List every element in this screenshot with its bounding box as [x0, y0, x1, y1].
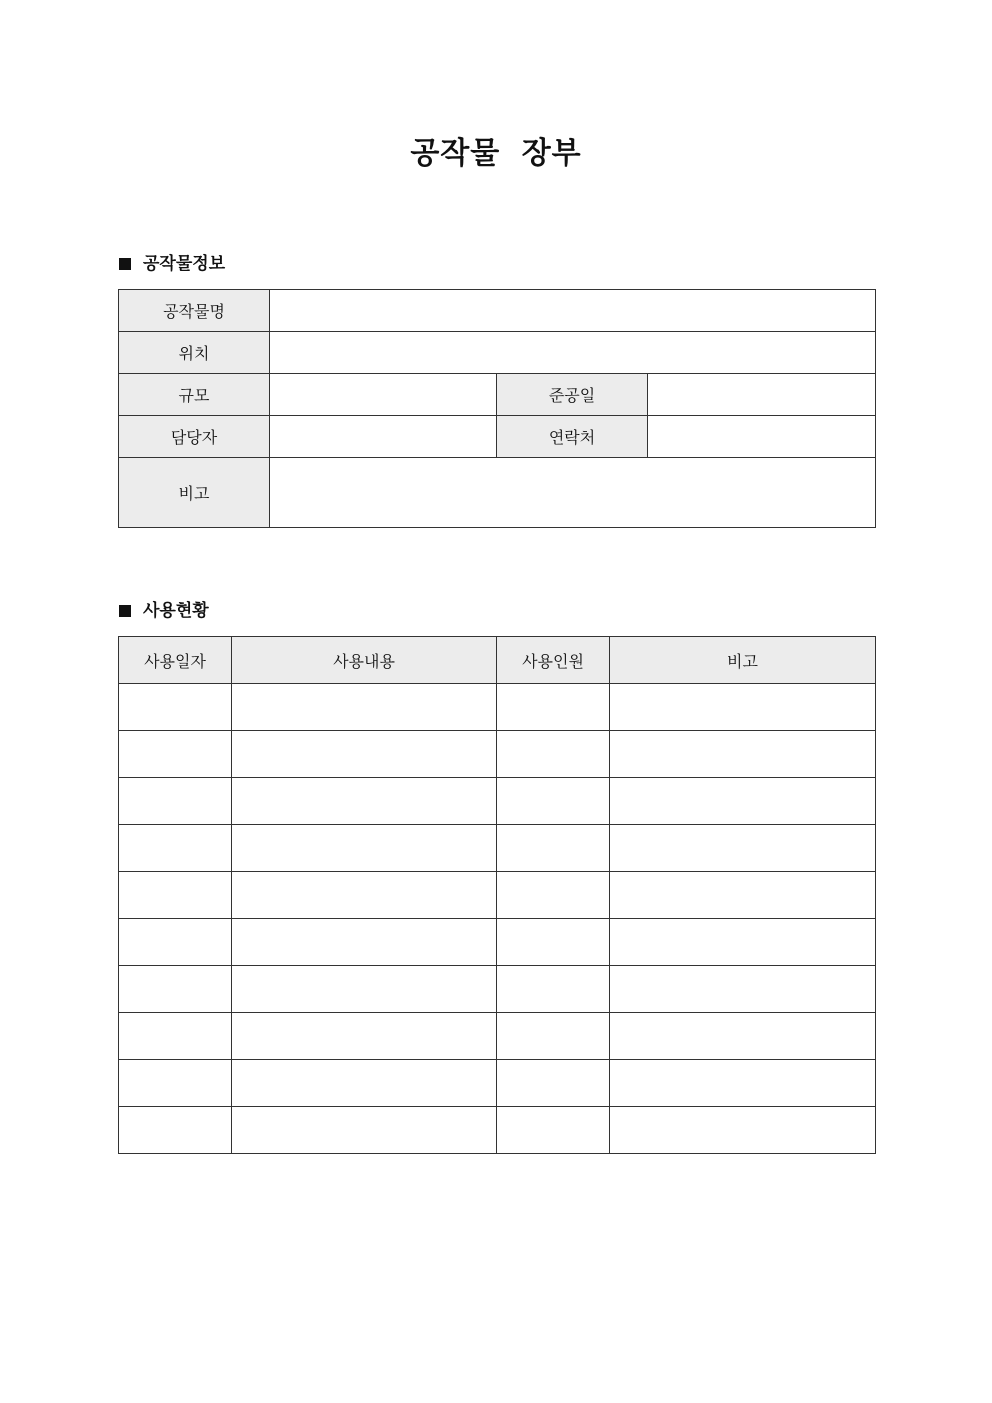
- table-row: [119, 872, 876, 919]
- section-heading-usage: [119, 599, 209, 623]
- field-location[interactable]: [270, 332, 876, 374]
- cell-remarks[interactable]: [610, 1107, 876, 1154]
- cell-content[interactable]: [232, 966, 497, 1013]
- label-name: 공작물명: [119, 290, 270, 332]
- cell-remarks[interactable]: [610, 1060, 876, 1107]
- section-heading-info-label: 공작물정보: [143, 254, 226, 274]
- field-manager[interactable]: [270, 416, 497, 458]
- field-remarks[interactable]: [270, 458, 876, 528]
- table-row: [119, 416, 876, 458]
- table-row: [119, 458, 876, 528]
- cell-people[interactable]: [497, 1107, 610, 1154]
- table-row: [119, 1107, 876, 1154]
- field-contact[interactable]: [648, 416, 876, 458]
- cell-date[interactable]: [119, 1107, 232, 1154]
- cell-content[interactable]: [232, 1107, 497, 1154]
- column-header-people: 사용인원: [497, 637, 610, 684]
- cell-people[interactable]: [497, 731, 610, 778]
- table-row: [119, 684, 876, 731]
- cell-date[interactable]: [119, 872, 232, 919]
- table-row: [119, 825, 876, 872]
- field-completion-date[interactable]: [648, 374, 876, 416]
- field-scale[interactable]: [270, 374, 497, 416]
- usage-table-body: [119, 684, 876, 1154]
- table-row: [119, 919, 876, 966]
- cell-people[interactable]: [497, 778, 610, 825]
- column-header-content: 사용내용: [232, 637, 497, 684]
- cell-people[interactable]: [497, 1060, 610, 1107]
- cell-people[interactable]: [497, 872, 610, 919]
- cell-remarks[interactable]: [610, 872, 876, 919]
- square-bullet-icon: [119, 605, 131, 617]
- cell-remarks[interactable]: [610, 1013, 876, 1060]
- cell-content[interactable]: [232, 1013, 497, 1060]
- cell-date[interactable]: [119, 825, 232, 872]
- cell-content[interactable]: [232, 684, 497, 731]
- page-title: 공작물 장부: [410, 136, 582, 171]
- cell-content[interactable]: [232, 778, 497, 825]
- cell-remarks[interactable]: [610, 684, 876, 731]
- cell-date[interactable]: [119, 1013, 232, 1060]
- cell-people[interactable]: [497, 825, 610, 872]
- cell-content[interactable]: [232, 1060, 497, 1107]
- cell-date[interactable]: [119, 731, 232, 778]
- cell-people[interactable]: [497, 1013, 610, 1060]
- cell-date[interactable]: [119, 966, 232, 1013]
- table-row: [119, 332, 876, 374]
- cell-date[interactable]: [119, 919, 232, 966]
- label-completion-date: 준공일: [497, 374, 648, 416]
- cell-remarks[interactable]: [610, 778, 876, 825]
- cell-people[interactable]: [497, 966, 610, 1013]
- column-header-date: 사용일자: [119, 637, 232, 684]
- label-remarks: 비고: [119, 458, 270, 528]
- label-contact: 연락처: [497, 416, 648, 458]
- section-heading-info: [119, 252, 225, 276]
- table-row: [119, 1060, 876, 1107]
- cell-remarks[interactable]: [610, 731, 876, 778]
- label-location: 위치: [119, 332, 270, 374]
- info-table: [118, 289, 876, 528]
- label-manager: 담당자: [119, 416, 270, 458]
- table-row: [119, 374, 876, 416]
- table-row: [119, 290, 876, 332]
- cell-date[interactable]: [119, 684, 232, 731]
- cell-remarks[interactable]: [610, 825, 876, 872]
- field-name[interactable]: [270, 290, 876, 332]
- table-header-row: [119, 637, 876, 684]
- table-row: [119, 778, 876, 825]
- cell-content[interactable]: [232, 731, 497, 778]
- cell-remarks[interactable]: [610, 966, 876, 1013]
- cell-people[interactable]: [497, 684, 610, 731]
- cell-content[interactable]: [232, 825, 497, 872]
- table-row: [119, 731, 876, 778]
- cell-content[interactable]: [232, 919, 497, 966]
- table-row: [119, 966, 876, 1013]
- label-scale: 규모: [119, 374, 270, 416]
- column-header-remarks: 비고: [610, 637, 876, 684]
- cell-content[interactable]: [232, 872, 497, 919]
- square-bullet-icon: [119, 258, 131, 270]
- cell-date[interactable]: [119, 778, 232, 825]
- cell-remarks[interactable]: [610, 919, 876, 966]
- cell-date[interactable]: [119, 1060, 232, 1107]
- table-row: [119, 1013, 876, 1060]
- usage-table: [118, 636, 876, 1154]
- cell-people[interactable]: [497, 919, 610, 966]
- section-heading-usage-label: 사용현황: [143, 601, 209, 621]
